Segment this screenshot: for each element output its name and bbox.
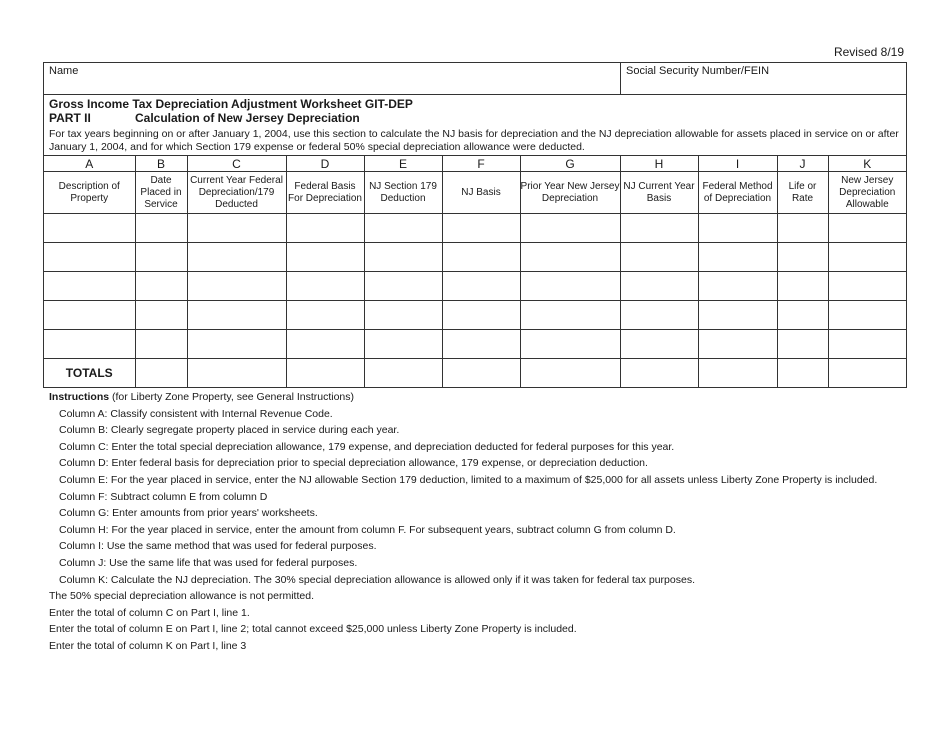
table-row <box>44 301 906 330</box>
instruction-note: The 50% special depreciation allowance is not permitted. <box>49 590 314 603</box>
table-cell[interactable] <box>520 330 620 359</box>
column-letter: I <box>698 156 777 172</box>
title-block <box>44 95 906 155</box>
column-header: NJ Current Year Basis <box>620 172 698 214</box>
table-row <box>44 272 906 301</box>
instruction-note: Enter the total of column C on Part I, line 1. <box>49 606 250 619</box>
column-header: Life or Rate <box>777 172 828 214</box>
table-cell[interactable] <box>135 359 187 388</box>
instructions-title: Instructions <box>49 391 110 403</box>
table-row <box>44 243 906 272</box>
column-header-row <box>44 172 906 214</box>
ssn-field[interactable] <box>621 63 906 94</box>
column-header: Description of Property <box>44 172 135 214</box>
instruction-line: Column E: For the year placed in service, enter the NJ allowable Section 179 deduction, limited to a maximum of $25,000 for all assets unless Liberty Zone Property is included. <box>59 473 878 486</box>
instruction-line: Column D: Enter federal basis for depreciation prior to special depreciation allowance, 179 expense, or depreciation deduction. <box>59 457 648 470</box>
table-cell[interactable] <box>620 301 698 330</box>
ssn-label: Social Security Number/FEIN <box>626 65 770 77</box>
column-header: Federal Basis For Depreciation <box>286 172 364 214</box>
table-cell[interactable] <box>777 214 828 243</box>
column-letter: F <box>442 156 520 172</box>
depreciation-table <box>44 155 906 387</box>
instruction-note: Enter the total of column K on Part I, line 3 <box>49 639 247 652</box>
table-cell[interactable] <box>135 301 187 330</box>
table-cell[interactable] <box>520 272 620 301</box>
table-cell[interactable] <box>442 272 520 301</box>
table-cell[interactable] <box>286 359 364 388</box>
table-cell[interactable] <box>187 330 286 359</box>
instruction-line: Column K: Calculate the NJ depreciation. The 30% special depreciation allowance is allowed only if it was taken for federal tax purposes. <box>59 573 695 586</box>
table-cell[interactable] <box>828 272 906 301</box>
table-row <box>44 330 906 359</box>
instruction-line: Column I: Use the same method that was used for federal purposes. <box>59 540 377 553</box>
table-cell[interactable] <box>364 330 442 359</box>
table-cell[interactable] <box>442 359 520 388</box>
column-header: NJ Basis <box>442 172 520 214</box>
instruction-line: Column A: Classify consistent with Internal Revenue Code. <box>59 407 333 420</box>
column-letter: E <box>364 156 442 172</box>
table-cell[interactable] <box>44 272 135 301</box>
table-cell[interactable] <box>698 272 777 301</box>
part-title: Calculation of New Jersey Depreciation <box>135 111 360 125</box>
table-cell[interactable] <box>286 243 364 272</box>
table-cell[interactable] <box>777 330 828 359</box>
instruction-line: Column B: Clearly segregate property placed in service during each year. <box>59 424 400 437</box>
table-cell[interactable] <box>698 243 777 272</box>
table-cell[interactable] <box>828 359 906 388</box>
table-cell[interactable] <box>698 359 777 388</box>
name-field[interactable] <box>44 63 621 94</box>
table-cell[interactable] <box>777 301 828 330</box>
table-cell[interactable] <box>620 330 698 359</box>
table-cell[interactable] <box>828 330 906 359</box>
instruction-note: Enter the total of column E on Part I, line 2; total cannot exceed $25,000 unless Liberty Zone Property is included. <box>49 623 577 636</box>
table-row <box>44 214 906 243</box>
column-letter: G <box>520 156 620 172</box>
table-cell[interactable] <box>286 301 364 330</box>
table-cell[interactable] <box>620 272 698 301</box>
table-cell[interactable] <box>286 272 364 301</box>
table-cell[interactable] <box>364 301 442 330</box>
instruction-line: Column F: Subtract column E from column D <box>59 490 268 503</box>
column-header: Prior Year New Jersey Depreciation <box>520 172 620 214</box>
table-cell[interactable] <box>520 214 620 243</box>
worksheet-form <box>43 62 907 388</box>
table-cell[interactable] <box>44 301 135 330</box>
table-cell[interactable] <box>187 272 286 301</box>
instruction-line: Column J: Use the same life that was used for federal purposes. <box>59 556 358 569</box>
table-cell[interactable] <box>520 359 620 388</box>
table-cell[interactable] <box>620 243 698 272</box>
column-header: Date Placed in Service <box>135 172 187 214</box>
table-cell[interactable] <box>135 272 187 301</box>
revision-date: Revised 8/19 <box>833 45 904 59</box>
column-letter: K <box>828 156 906 172</box>
name-row <box>44 63 906 95</box>
table-cell[interactable] <box>828 214 906 243</box>
table-cell[interactable] <box>187 301 286 330</box>
instructions <box>49 389 877 655</box>
name-label: Name <box>49 65 79 77</box>
table-cell[interactable] <box>620 214 698 243</box>
intro-text: For tax years beginning on or after January 1, 2004, use this section to calculate the NJ basis for depreciation and the NJ depreciation allowable for assets placed in service on or after January 1, 2004, and for which Section 179 expense or federal 50% special depreciation allowance were deducted. <box>49 128 899 153</box>
table-cell[interactable] <box>44 330 135 359</box>
table-cell[interactable] <box>698 214 777 243</box>
table-cell[interactable] <box>44 243 135 272</box>
table-cell[interactable] <box>44 214 135 243</box>
table-cell[interactable] <box>364 214 442 243</box>
instructions-heading <box>49 389 877 406</box>
worksheet-title: Gross Income Tax Depreciation Adjustment Worksheet GIT-DEP <box>49 97 413 111</box>
table-cell[interactable] <box>135 330 187 359</box>
instruction-line: Column G: Enter amounts from prior years' worksheets. <box>59 507 318 520</box>
table-cell[interactable] <box>364 272 442 301</box>
table-cell[interactable] <box>442 330 520 359</box>
table-cell[interactable] <box>777 243 828 272</box>
table-cell[interactable] <box>828 243 906 272</box>
table-cell[interactable] <box>520 301 620 330</box>
table-cell[interactable] <box>698 330 777 359</box>
table-cell[interactable] <box>187 359 286 388</box>
table-cell[interactable] <box>364 243 442 272</box>
part-heading <box>49 111 901 125</box>
column-letter: C <box>187 156 286 172</box>
table-cell[interactable] <box>777 359 828 388</box>
column-header: New Jersey Depreciation Allowable <box>828 172 906 214</box>
column-header: Current Year Federal Depreciation/179 Deducted <box>187 172 286 214</box>
table-cell[interactable] <box>442 301 520 330</box>
table-cell[interactable] <box>286 330 364 359</box>
table-cell[interactable] <box>698 301 777 330</box>
column-letter: J <box>777 156 828 172</box>
table-cell[interactable] <box>442 243 520 272</box>
table-cell[interactable] <box>286 214 364 243</box>
column-letter: B <box>135 156 187 172</box>
table-cell[interactable] <box>520 243 620 272</box>
table-cell[interactable] <box>364 359 442 388</box>
table-cell[interactable] <box>187 243 286 272</box>
table-cell[interactable] <box>620 359 698 388</box>
table-cell[interactable] <box>828 301 906 330</box>
column-letter: A <box>44 156 135 172</box>
column-letter: D <box>286 156 364 172</box>
column-header: Federal Method of Depreciation <box>698 172 777 214</box>
column-header: NJ Section 179 Deduction <box>364 172 442 214</box>
table-cell[interactable] <box>777 272 828 301</box>
table-cell[interactable] <box>135 243 187 272</box>
instructions-note: (for Liberty Zone Property, see General Instructions) <box>109 391 355 403</box>
instruction-line: Column C: Enter the total special depreciation allowance, 179 expense, and depreciation deducted for federal purposes for this year. <box>59 440 675 453</box>
instruction-line: Column H: For the year placed in service, enter the amount from column F. For subsequent years, subtract column G from column D. <box>59 523 676 536</box>
column-letter: H <box>620 156 698 172</box>
table-cell[interactable] <box>187 214 286 243</box>
table-cell[interactable] <box>135 214 187 243</box>
column-letter-row <box>44 156 906 172</box>
part-label: PART II <box>49 111 91 125</box>
totals-label: TOTALS <box>44 359 135 388</box>
totals-row <box>44 359 906 388</box>
table-cell[interactable] <box>442 214 520 243</box>
